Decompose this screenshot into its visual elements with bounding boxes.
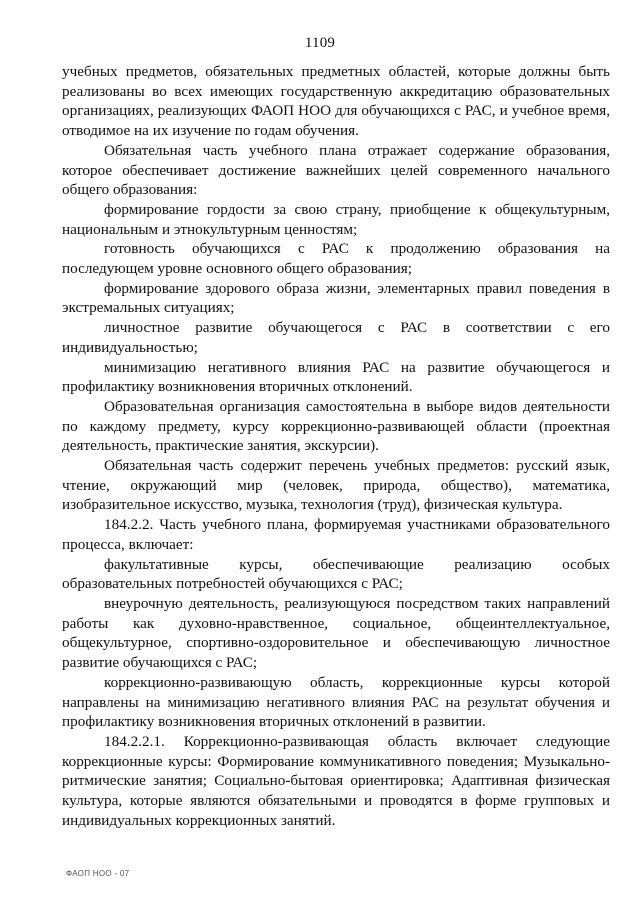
list-item: готовность обучающихся с РАС к продолжению образования на последующем уровне основного общего образования; — [62, 240, 610, 278]
paragraph: Обязательная часть содержит перечень учебных предметов: русский язык, чтение, окружающий мир (человек, природа, общество), математика, изобразительное искусство, музыка, технология (труд), физическая культура. — [62, 457, 610, 514]
document-body — [62, 62, 610, 830]
paragraph: Обязательная часть учебного плана отражает содержание образования, которое обеспечивает достижение важнейших целей современного начального общего образования: — [62, 141, 610, 199]
list-item: коррекционно-развивающую область, коррекционные курсы которой направлены на минимизацию негативного влияния РАС на результат обучения и профилактику возникновения вторичных отклонений в развитии. — [62, 673, 610, 731]
list-item: факультативные курсы, обеспечивающие реализацию особых образовательных потребностей обучающихся с РАС; — [62, 555, 610, 593]
paragraph: учебных предметов, обязательных предметных областей, которые должны быть реализованы во всех имеющих государственную аккредитацию образовательных организациях, реализующих ФАОП НОО для обучающихся с РАС, и учебное время, отводимое на их изучение по годам обучения. — [62, 63, 610, 140]
list-item: минимизацию негативного влияния РАС на развитие обучающегося и профилактику возникновения вторичных отклонений. — [62, 358, 610, 396]
list-item: формирование гордости за свою страну, приобщение к общекультурным, национальным и этнокультурным ценностям; — [62, 200, 610, 238]
footer-code: ФАОП НОО - 07 — [66, 869, 130, 878]
page-number: 1109 — [304, 35, 336, 51]
list-item: внеурочную деятельность, реализующуюся посредством таких направлений работы как духовно-нравственное, социальное, общеинтеллектуальное, общекультурное, спортивно-оздоровительное и обеспечивающую личностное развитие обучающихся с РАС; — [62, 594, 610, 672]
list-item: формирование здорового образа жизни, элементарных правил поведения в экстремальных ситуациях; — [62, 279, 610, 317]
paragraph: Образовательная организация самостоятельна в выборе видов деятельности по каждому предмету, курсу коррекционно-развивающей области (проектная деятельность, практические занятия, экскурсии). — [62, 397, 610, 455]
section-paragraph: 184.2.2. Часть учебного плана, формируемая участниками образовательного процесса, включает: — [62, 516, 610, 553]
list-item: личностное развитие обучающегося с РАС в соответствии с его индивидуальностью; — [62, 319, 610, 356]
section-paragraph: 184.2.2.1. Коррекционно-развивающая область включает следующие коррекционные курсы: Формирование коммуникативного поведения; Музыкально-ритмические занятия; Социально-бытовая ориентировка; Адаптивная физическая культура, которые являются обязательными и проводятся в форме групповых и индивидуальных коррекционных занятий. — [62, 732, 610, 829]
